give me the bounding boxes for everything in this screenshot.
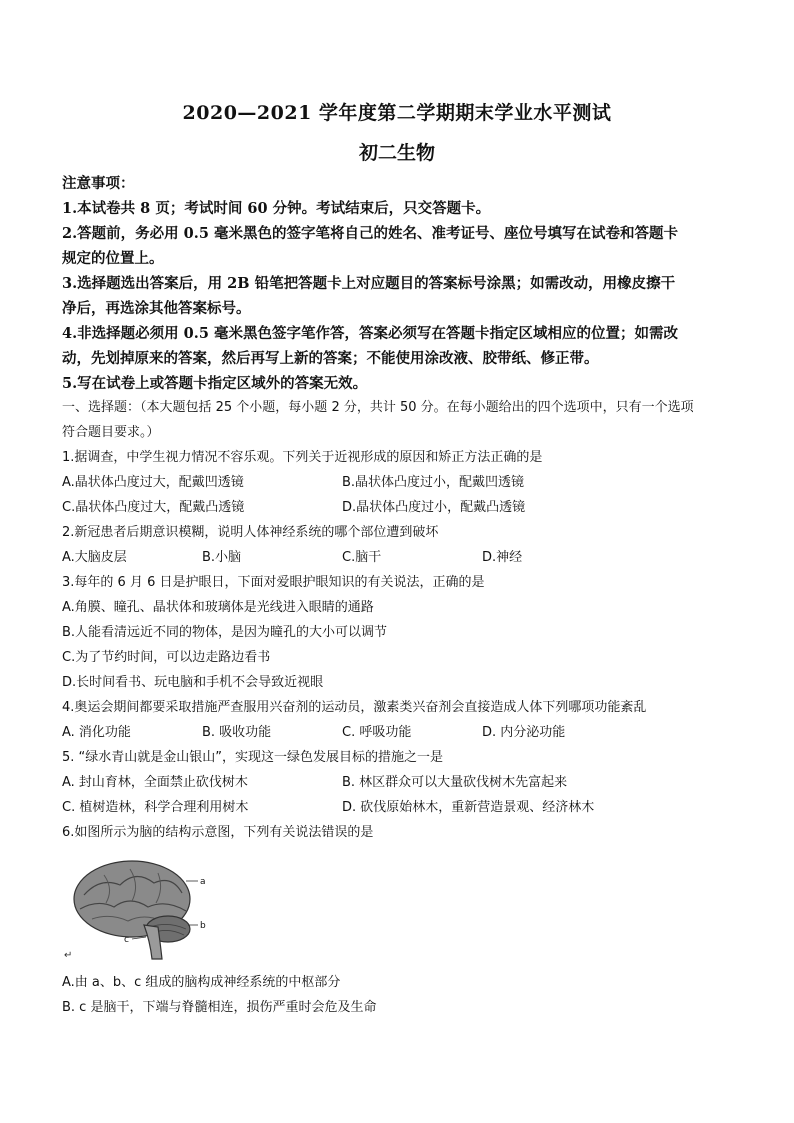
subject-title: 初二生物 [358,142,435,164]
question-2-options [62,545,742,570]
option-c: C. 呼吸功能 [342,725,412,740]
notice-line: 3.选择题选出答案后，用 2B 铅笔把答题卡上对应题目的答案标号涂黑；如需改动，用橡皮擦干 [62,275,676,292]
notice-heading: 注意事项： [62,175,135,192]
question-1-options [62,470,742,495]
option-d: D.长时间看书、玩电脑和手机不会导致近视眼 [62,675,324,690]
option-a: A. 封山育林，全面禁止砍伐树木 [62,775,248,790]
notice-line: 1.本试卷共 8 页；考试时间 60 分钟。考试结束后，只交答题卡。 [62,200,491,217]
notice-line: 动，先划掉原来的答案，然后再写上新的答案；不能使用涂改液、胶带纸、修正带。 [62,350,599,367]
option-d: D.晶状体凸度过小，配戴凸透镜 [342,500,526,515]
option-c: C. 植树造林，科学合理利用树木 [62,800,249,815]
option-b: B.小脑 [202,550,242,565]
question-4-options [62,720,742,745]
notice-line: 2.答题前，务必用 0.5 毫米黑色的签字笔将自己的姓名、准考证号、座位号填写在试卷和答题卡 [62,225,678,242]
question-2-stem: 2.新冠患者后期意识模糊，说明人体神经系统的哪个部位遭到破坏 [62,525,439,540]
notice-line: 净后，再选涂其他答案标号。 [62,300,251,317]
figure-label-b: b [200,921,206,931]
question-1-options [62,495,742,520]
notice-block [62,171,742,396]
questions-block [62,395,742,845]
option-c: C.晶状体凸度过大，配戴凸透镜 [62,500,245,515]
question-6-options [62,970,742,1020]
return-mark: ↵ [64,950,73,961]
question-5-options [62,770,742,795]
question-4-stem: 4.奥运会期间都要采取措施严查服用兴奋剂的运动员，激素类兴奋剂会直接造成人体下列哪项功能紊乱 [62,700,647,715]
option-a: A.大脑皮层 [62,550,127,565]
exam-title: 2020—2021 学年度第二学期期末学业水平测试 [182,102,612,124]
option-a: A.晶状体凸度过大，配戴凹透镜 [62,475,244,490]
notice-line: 4.非选择题必须用 0.5 毫米黑色签字笔作答，答案必须写在答题卡指定区域相应的位置；如需改 [62,325,678,342]
option-b: B. 林区群众可以大量砍伐树木先富起来 [342,775,568,790]
option-b: B. 吸收功能 [202,725,272,740]
question-5-stem: 5. “绿水青山就是金山银山”，实现这一绿色发展目标的措施之一是 [62,750,444,765]
option-d: D. 内分泌功能 [482,725,566,740]
section-instruction: 符合题目要求。） [62,425,160,440]
option-b: B.晶状体凸度过小，配戴凹透镜 [342,475,525,490]
option-d: D. 砍伐原始林木，重新营造景观、经济林木 [342,800,595,815]
option-a: A.由 a、b、c 组成的脑构成神经系统的中枢部分 [62,975,341,990]
question-3-stem: 3.每年的 6 月 6 日是护眼日，下面对爱眼护眼知识的有关说法，正确的是 [62,575,485,590]
option-a: A. 消化功能 [62,725,131,740]
notice-line: 规定的位置上。 [62,250,164,267]
option-d: D.神经 [482,550,523,565]
brain-diagram [70,855,220,970]
option-c: C.为了节约时间，可以边走路边看书 [62,650,271,665]
figure-label-c: c [124,935,129,945]
option-b: B. c 是脑干，下端与脊髓相连，损伤严重时会危及生命 [62,1000,377,1015]
option-b: B.人能看清远近不同的物体，是因为瞳孔的大小可以调节 [62,625,388,640]
section-instruction: 一、选择题：（本大题包括 25 个小题，每小题 2 分，共计 50 分。在每小题给出的四个选项中，只有一个选项 [62,400,694,415]
figure-label-a: a [200,877,206,887]
notice-line: 5.写在试卷上或答题卡指定区域外的答案无效。 [62,375,368,392]
option-a: A.角膜、瞳孔、晶状体和玻璃体是光线进入眼睛的通路 [62,600,374,615]
question-6-stem: 6.如图所示为脑的结构示意图，下列有关说法错误的是 [62,825,374,840]
option-c: C.脑干 [342,550,382,565]
question-1-stem: 1.据调查，中学生视力情况不容乐观。下列关于近视形成的原因和矫正方法正确的是 [62,450,543,465]
question-5-options [62,795,742,820]
